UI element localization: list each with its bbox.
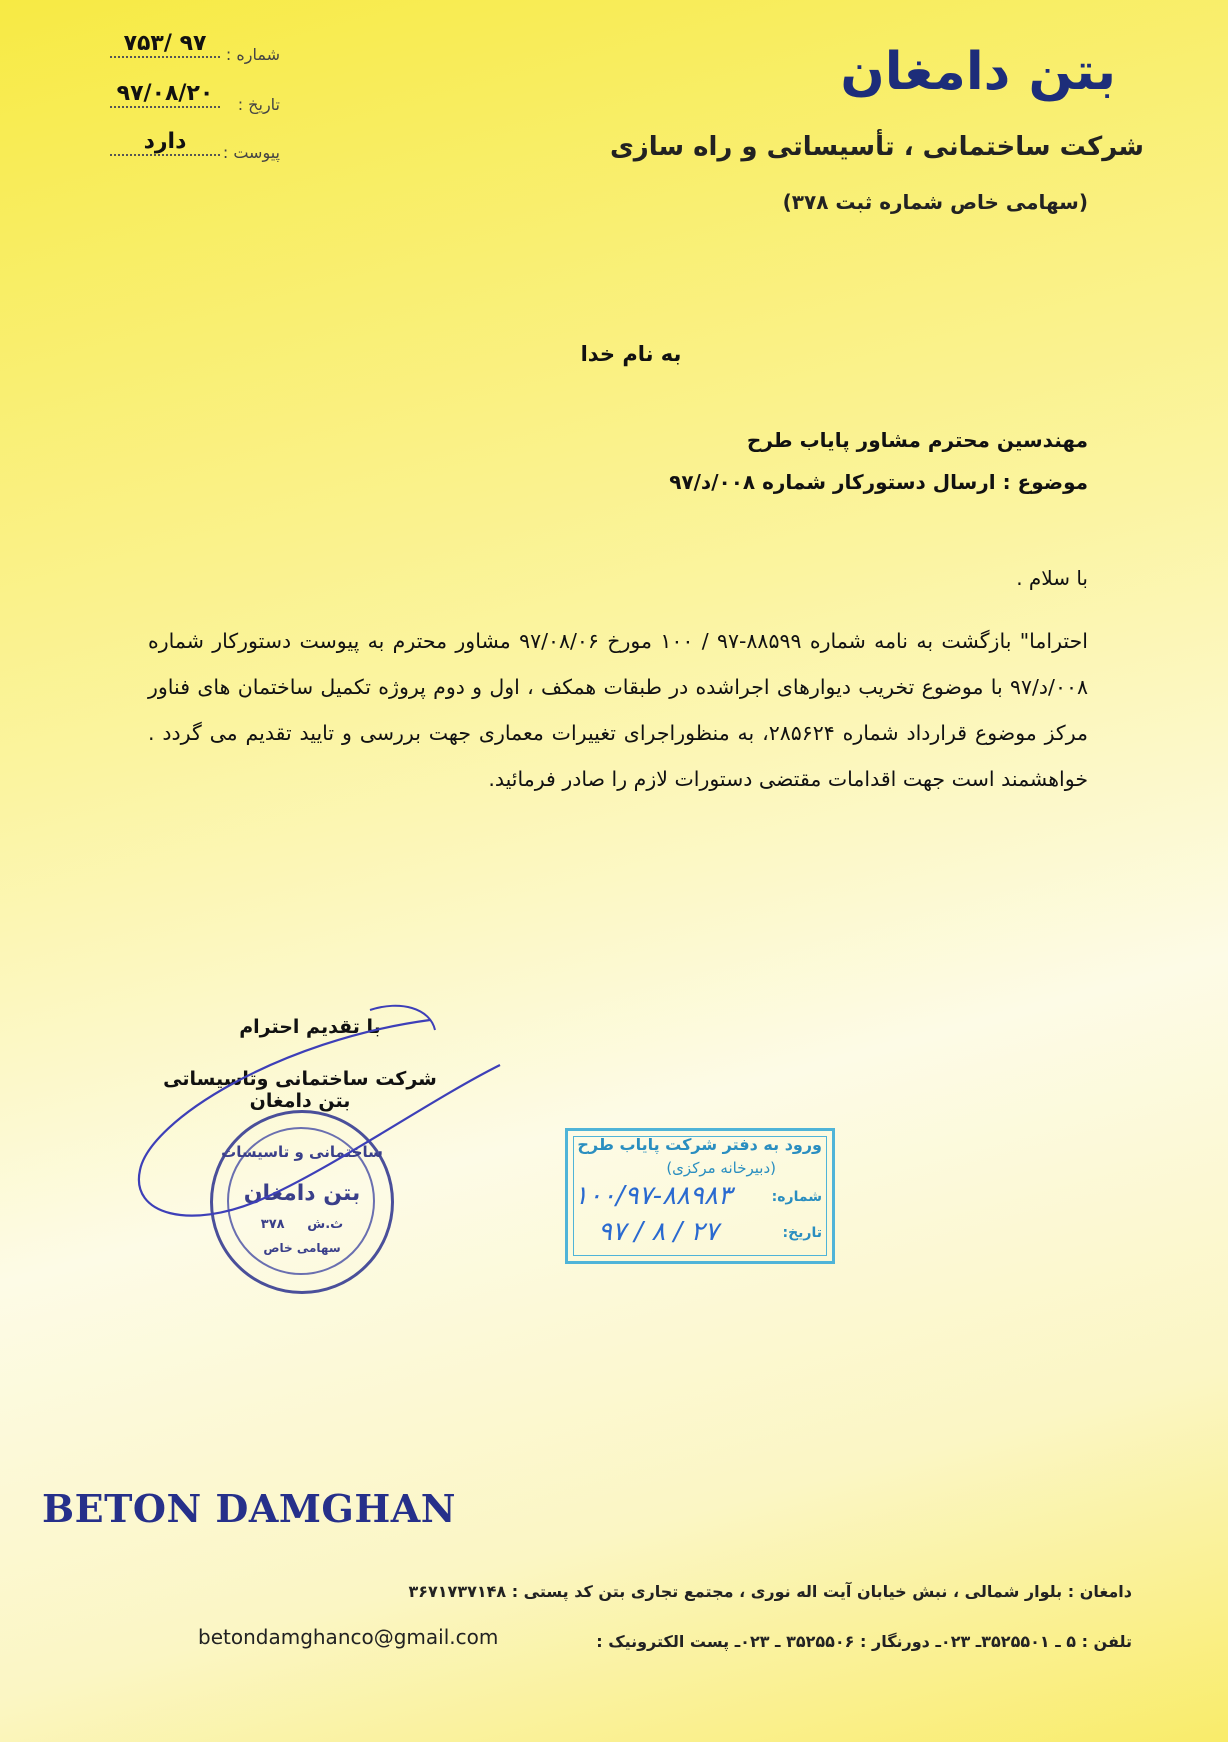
attachment-label: پیوست : [222,143,280,162]
footer-address: دامغان : بلوار شمالی ، نبش خیابان آیت اله نوری ، مجتمع تجاری بتن کد پستی : ۳۶۷۱۷۳۷۱۴۸ [408,1582,1132,1601]
recipient: مهندسین محترم مشاور پایاب طرح [746,428,1088,452]
stamp-subtitle: (دبیرخانه مرکزی) [666,1159,776,1177]
receipt-stamp [565,1128,835,1264]
letter-body: احتراما" بازگشت به نامه شماره ۸۸۵۹۹-۹۷ / ۱۰۰ مورخ ۹۷/۰۸/۰۶ مشاور محترم به پیوست دستورکار شماره ۰۰۸/د/۹۷ با موضوع تخریب دیوارهای اجراشده در طبقات همکف ، اول و دوم پروژه تکمیل ساختمان های فناور مرکز موضوع قرارداد شماره ۲۸۵۶۲۴، به منظوراجرای تغییرات معماری جهت بررسی و تایید تقدیم می گردد . خواهشمند است جهت اقدامات مقتضی دستورات لازم را صادر فرمائید. [148,629,1088,791]
letter-date-label: تاریخ : [237,95,280,114]
company-name: بتن دامغان [840,42,1116,102]
letter-date-row [100,80,280,116]
attachment-row [100,128,280,164]
bismillah: به نام خدا [580,342,682,366]
signature-scribble [130,1000,510,1240]
greeting: با سلام . [1016,566,1088,590]
seal-text-top: ساختمانی و تاسیسات [221,1143,383,1161]
attachment-value: دارد [110,129,220,156]
company-type: شرکت ساختمانی ، تأسیساتی و راه سازی [609,132,1144,162]
stamp-date-value: ۹۷ / ۸ / ۲۷ [598,1217,719,1247]
company-registration: (سهامی خاص شماره ثبت ۳۷۸) [782,190,1088,214]
seal-text-bottom: سهامی خاص [263,1241,341,1255]
closing: با تقدیم احترام [239,1016,381,1038]
letter-number-label: شماره : [225,45,280,64]
stamp-title: ورود به دفتر شرکت پایاب طرح [577,1135,822,1154]
stamp-number-label: شماره: [771,1189,822,1205]
footer-email: betondamghanco@gmail.com [198,1625,499,1649]
seal-text-middle: بتن دامغان [243,1181,361,1206]
stamp-number-value: ۱۰۰/۹۷-۸۸۹۸۳ [574,1181,732,1211]
letter-number-value: ۹۷ /۷۵۳ [110,31,220,58]
footer-phone: تلفن : ۵ ـ ۳۵۲۵۵۰۱ـ ۰۲۳ـ دورنگار : ۳۵۲۵۵۰۶ ـ ۰۲۳ـ پست الکترونیک : [596,1632,1132,1651]
letter-date-value: ۹۷/۰۸/۲۰ [110,81,220,108]
signature-company: شرکت ساختمانی وتاسیساتی بتن دامغان [163,1068,437,1112]
subject: موضوع : ارسال دستورکار شماره ۰۰۸/د/۹۷ [669,470,1088,494]
stamp-date-label: تاریخ: [782,1225,822,1241]
seal-reg-label: ث.ش [307,1217,344,1232]
letter-number-row [100,30,280,66]
seal-reg-number: ۳۷۸ [260,1217,285,1232]
brand-english: BETON DAMGHAN [42,1486,456,1531]
